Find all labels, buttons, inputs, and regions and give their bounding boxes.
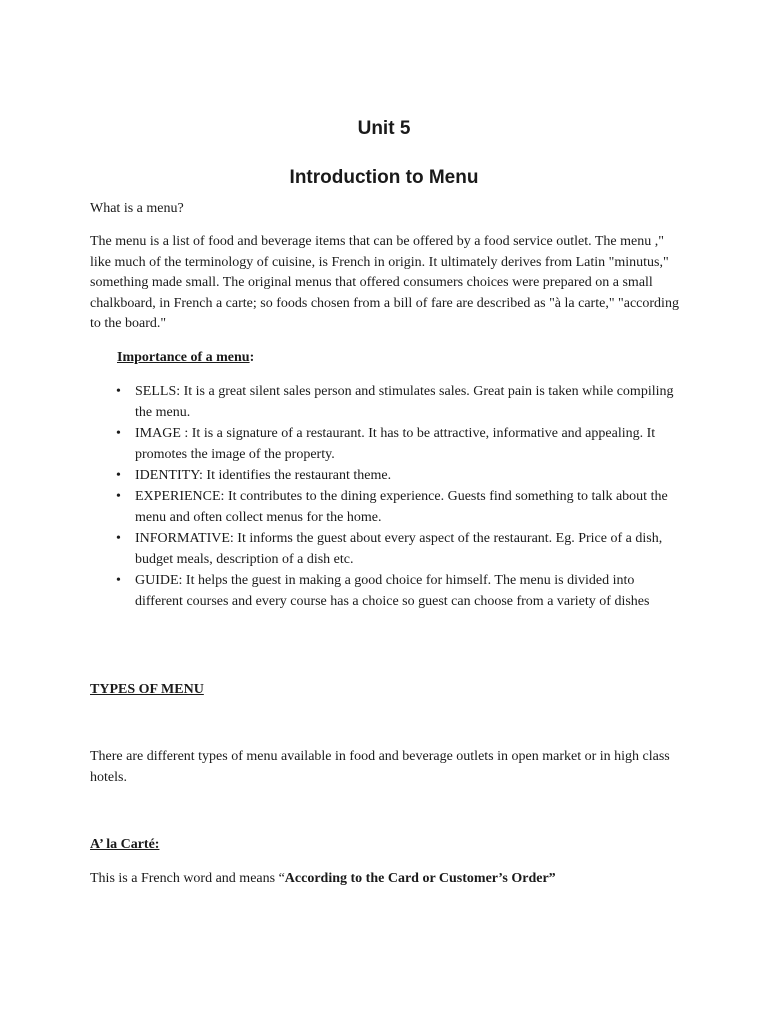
list-item xyxy=(90,381,680,423)
list-item-text: SELLS: It is a great silent sales person and stimulates sales. Great pain is taken while compiling the menu. xyxy=(135,384,674,420)
importance-heading xyxy=(117,348,717,369)
bullet-icon: • xyxy=(116,426,121,441)
list-item xyxy=(90,486,680,528)
intro-paragraph: The menu is a list of food and beverage items that can be offered by a food service outlet. The menu ," like much of the terminology of cuisine, is French in origin. It ultimately derives from Latin "minutus," something made small. The original menus that offered consumers choices were prepared on a small chalkboard, in French a carte; so foods chosen from a bill of fare are described as "à la carte," "according to the board." xyxy=(90,234,679,331)
alacarte-heading: A’ la Carté: xyxy=(90,837,160,852)
bullet-icon: • xyxy=(116,384,121,399)
list-item-text: IMAGE : It is a signature of a restaurant. It has to be attractive, informative and appealing. It promotes the image of the property. xyxy=(135,426,656,462)
bullet-icon: • xyxy=(116,468,121,483)
list-item xyxy=(90,570,680,612)
importance-heading-colon: : xyxy=(249,350,255,365)
bullet-icon: • xyxy=(116,489,121,504)
alacarte-definition xyxy=(90,869,690,890)
bullet-icon: • xyxy=(116,531,121,546)
types-heading: TYPES OF MENU xyxy=(90,682,204,697)
list-item xyxy=(90,465,680,486)
question-text: What is a menu? xyxy=(90,201,184,216)
bullet-icon: • xyxy=(116,573,121,588)
importance-list xyxy=(90,381,680,612)
list-item-text: IDENTITY: It identifies the restaurant theme. xyxy=(135,468,392,483)
list-item xyxy=(90,423,680,465)
alacarte-definition-prefix: This is a French word and means “ xyxy=(90,871,285,886)
list-item xyxy=(90,528,680,570)
types-paragraph: There are different types of menu available in food and beverage outlets in open market or in high class hotels. xyxy=(90,749,670,785)
list-item-text: INFORMATIVE: It informs the guest about every aspect of the restaurant. Eg. Price of a dish, budget meals, description of a dish etc. xyxy=(135,531,663,567)
page-title: Introduction to Menu xyxy=(289,167,479,188)
list-item-text: GUIDE: It helps the guest in making a good choice for himself. The menu is divided into different courses and every course has a choice so guest can choose from a variety of dishes xyxy=(135,573,650,609)
unit-title: Unit 5 xyxy=(357,118,411,139)
list-item-text: EXPERIENCE: It contributes to the dining experience. Guests find something to talk about the menu and often collect menus for the home. xyxy=(135,489,668,525)
importance-heading-text: Importance of a menu xyxy=(117,350,250,365)
alacarte-definition-bold: According to the Card or Customer’s Order” xyxy=(284,871,556,886)
